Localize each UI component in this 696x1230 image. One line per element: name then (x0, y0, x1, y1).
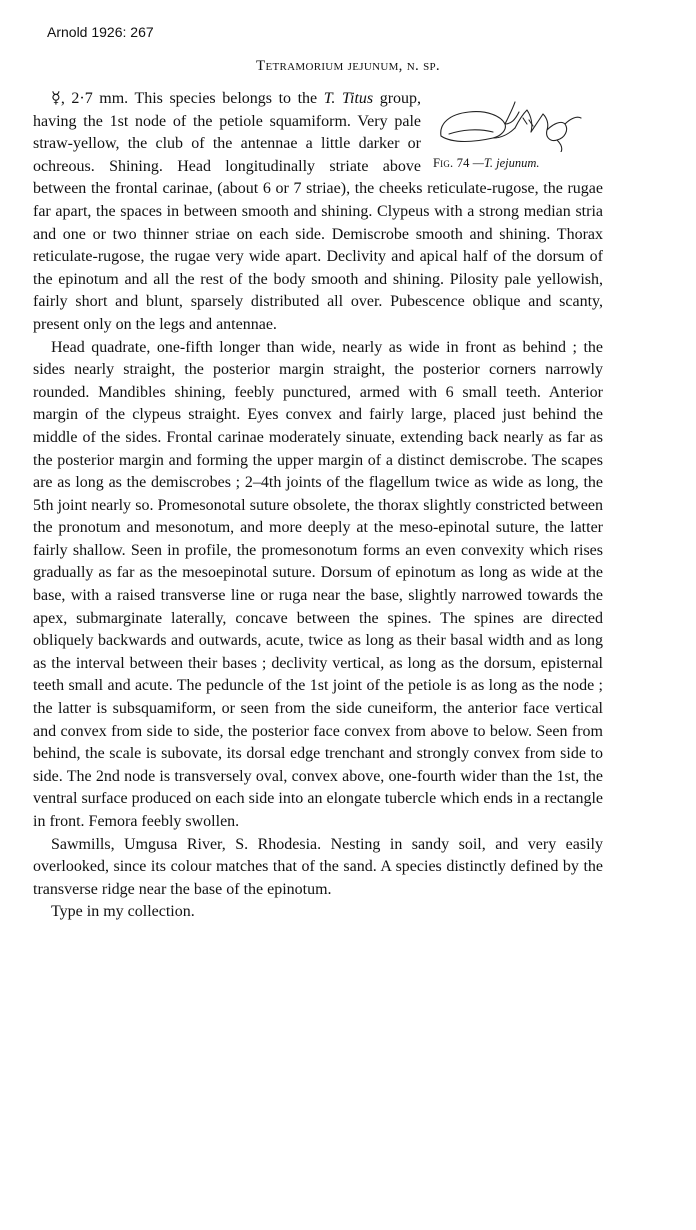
species-title: Tetramorium jejunum, n. sp. (255, 58, 440, 74)
figure-74 (431, 94, 603, 175)
group-name: T. Titus (323, 90, 374, 107)
figure-caption (431, 156, 540, 170)
citation-note: Arnold 1926: 267 (47, 24, 154, 40)
figure-caption-text: —T. jejunum. (472, 156, 540, 170)
figure-label: Fig. 74 (433, 156, 470, 170)
ant-petiole-illustration (435, 94, 595, 152)
description-paragraph (33, 88, 603, 337)
article-body (33, 88, 603, 924)
paragraph-1-rest: group, having the 1st node of the petiole squamiform. Very pale straw-yellow, the club of the antennae a little darker or ochreous. Shining. Head longitudinally striate above between the frontal carinae, (about 6 or 7 striae), the cheeks reticulate-rugose, the rugae far apart, the spaces in between smooth and shining. Clypeus with a strong median stria and one or two thinner striae on each side. Demiscrobe smooth and shining. Thorax reticulate-rugose, the rugae very wide apart. Declivity and apical half of the dorsum of the epinotum and all the rest of the body smooth and shining. Pilosity pale yellowish, fairly short and blunt, sparsely distributed all over. Pubescence oblique and scanty, present only on the legs and antennae. (33, 90, 603, 333)
type-paragraph: Type in my collection. (51, 903, 195, 921)
locality-paragraph: Sawmills, Umgusa River, S. Rhodesia. Nesting in sandy soil, and very easily overlooked, since its colour matches that of the sand. A species distinctly defined by the transverse ridge near the base of the epinotum. (33, 835, 603, 898)
morphology-paragraph: Head quadrate, one-fifth longer than wide, nearly as wide in front as behind ; the sides nearly straight, the posterior margin straight, the posterior corners narrowly rounded. Mandibles shining, feebly punctured, armed with 6 small teeth. Anterior margin of the clypeus straight. Eyes convex and fairly large, placed just behind the middle of the sides. Frontal carinae moderately sinuate, extending back nearly as far as the posterior margin and forming the upper margin of a distinct demiscrobe. The scapes are as long as the demiscrobes ; 2–4th joints of the flagellum twice as wide as long, the 5th joint nearly so. Promesonotal suture obsolete, the thorax slightly constricted between the pronotum and mesonotum, and more deeply at the meso-epinotal suture, the latter fairly shallow. Seen in profile, the promesonotum forms an even convexity which rises gradually as far as the mesoepinotal suture. Dorsum of epinotum as long as wide at the base, with a raised transverse line or ruga near the base, slightly narrowed towards the apex, submarginate laterally, concave between the spines. The spines are directed obliquely backwards and outwards, acute, twice as long as their basal width and as long as the interval between their bases ; declivity vertical, as long as the dorsum, episternal teeth small and acute. The peduncle of the 1st joint of the petiole is as long as the node ; the latter is subsquamiform, or seen from the side cuneiform, the anterior face vertical and convex from side to side, the posterior face convex from above to below. Seen from behind, the scale is subovate, its dorsal edge trenchant and strongly convex from side to side. The 2nd node is transversely oval, convex above, one-fourth wider than the 1st, the ventral surface produced on each side into an elongate tubercle which ends in a rectangle in front. Femora feebly swollen. (33, 338, 603, 830)
paragraph-1-lead: ☿, 2·7 mm. This species belongs to the (51, 90, 324, 107)
